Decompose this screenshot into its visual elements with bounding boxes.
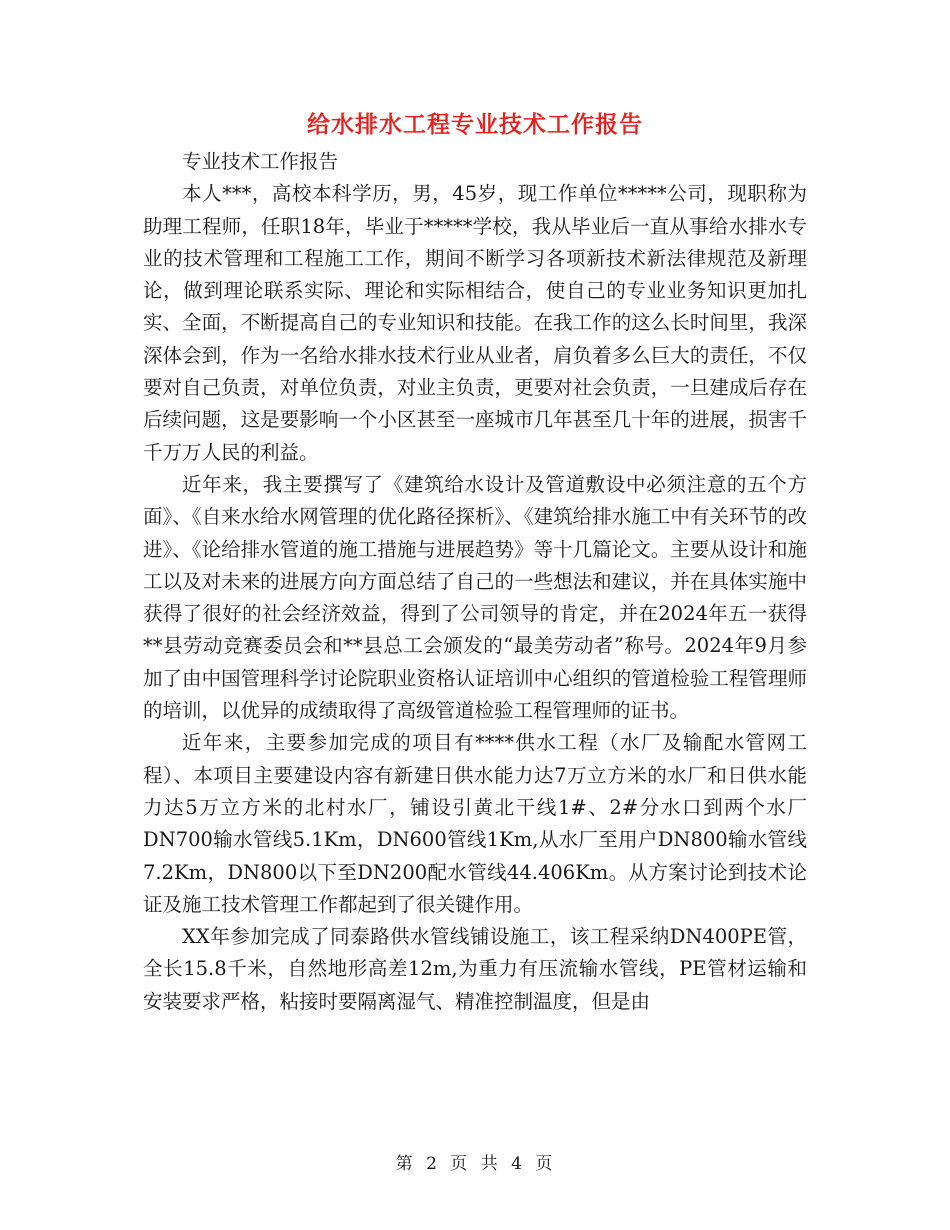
paragraph-heading: 专业技术工作报告 — [182, 150, 339, 173]
page-number-footer: 第 2 页 共 4 页 — [395, 1154, 555, 1174]
document-body — [143, 146, 807, 1018]
paragraph: 近年来，主要参加完成的项目有****供水工程（水厂及输配水管网工程）、本项目主要建设内容有新建日供水能力达7万立方米的水厂和日供水能力达5万立方米的北村水厂，铺设引黄北干线1#、2#分水口到两个水厂DN700输水管线5.1Km，DN600管线1Km,从水厂至用户DN800输水管线7.2Km，DN800以下至DN200配水管线44.406Km。从方案讨论到技术论证及施工技术管理工作都起到了很关键作用。 — [143, 731, 807, 916]
paragraph: 本人***，高校本科学历，男，45岁，现工作单位*****公司，现职称为助理工程师，任职18年，毕业于*****学校，我从毕业后一直从事给水排水专业的技术管理和工程施工工作，期间不断学习各项新技术新法律规范及新理论，做到理论联系实际、理论和实际相结合，使自己的专业业务知识更加扎实、全面，不断提高自己的专业知识和技能。在我工作的这么长时间里，我深深体会到，作为一名给水排水技术行业从业者，肩负着多么巨大的责任，不仅要对自己负责，对单位负责，对业主负责，更要对社会负责，一旦建成后存在后续问题，这是要影响一个小区甚至一座城市几年甚至几十年的进展，损害千千万万人民的利益。 — [143, 182, 807, 464]
document-title: 给水排水工程专业技术工作报告 — [307, 111, 643, 138]
paragraph: XX年参加完成了同泰路供水管线铺设施工，该工程采纳DN400PE管，全长15.8千米，自然地形高差12m,为重力有压流输水管线，PE管材运输和安装要求严格，粘接时要隔离湿气、精准控制温度，但是由 — [143, 925, 807, 1013]
paragraph: 近年来，我主要撰写了《建筑给水设计及管道敷设中必须注意的五个方面》、《自来水给水网管理的优化路径探析》、《建筑给排水施工中有关环节的改进》、《论给排水管道的施工措施与进展趋势》等十几篇论文。主要从设计和施工以及对未来的进展方向方面总结了自己的一些想法和建议，并在具体实施中获得了很好的社会经济效益，得到了公司领导的肯定，并在2024年五一获得**县劳动竞赛委员会和**县总工会颁发的“最美劳动者”称号。2024年9月参加了由中国管理科学讨论院职业资格认证培训中心组织的管道检验工程管理师的培训，以优异的成绩取得了高级管道检验工程管理师的证书。 — [143, 472, 807, 723]
